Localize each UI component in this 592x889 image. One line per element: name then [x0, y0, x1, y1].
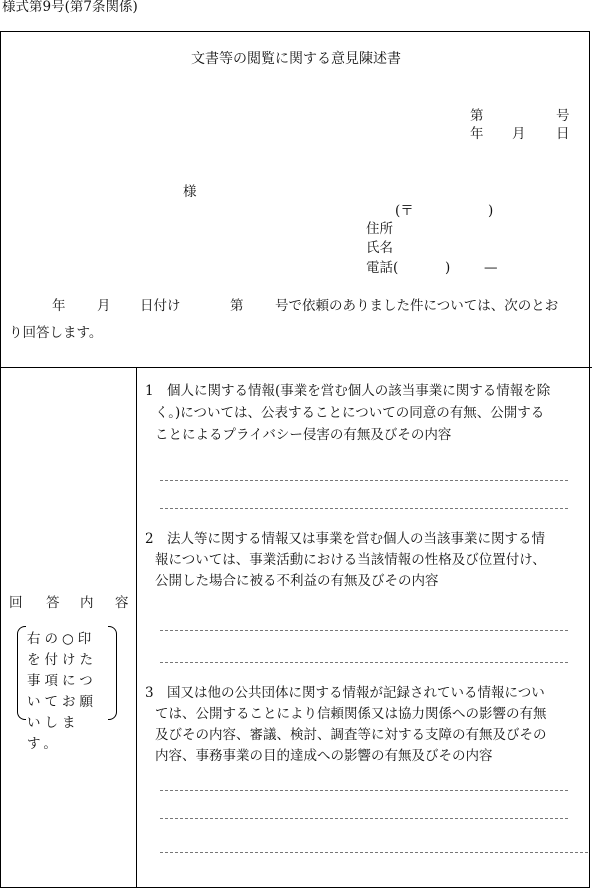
item-3-answer-line-3[interactable]: [160, 852, 588, 853]
item-3-answer-line-1[interactable]: [160, 790, 568, 791]
intro-nen: 年: [52, 298, 66, 314]
item-2-answer-line-1[interactable]: [160, 630, 568, 631]
intro-text-line2: り回答します。: [9, 325, 103, 341]
addressee-suffix: 様: [183, 184, 197, 200]
item-1-line-1: 個人に関する情報(事業を営む個人の該当事業に関する情報を除: [167, 383, 551, 399]
intro-text-line1: 号で依頼のありました件については、次のとお: [275, 298, 559, 314]
address-label: 住所: [366, 221, 393, 237]
item-2-line-2: 報については、事業活動における当該情報の性格及び位置付け、: [155, 552, 546, 568]
item-1-number: 1: [145, 383, 154, 399]
document-title: 文書等の閲覧に関する意見陳述書: [191, 51, 401, 67]
date-tsuki: 月: [512, 126, 526, 142]
intro-dai: 第: [230, 298, 244, 314]
intro-tsuki: 月: [97, 298, 111, 314]
form-number-label: 様式第9号(第7条関係): [2, 0, 138, 15]
item-2-line-3: 公開した場合に被る不利益の有無及びその内容: [155, 573, 439, 589]
postal-open: (〒: [395, 203, 414, 219]
item-2-number: 2: [145, 531, 154, 547]
intro-hizuke: 日付け: [140, 298, 181, 314]
phone-close: ): [445, 260, 451, 276]
instruction-note: 右の○印を付けた事項についてお願いします。: [27, 631, 97, 752]
item-1-line-3: ことによるプライバシー侵害の有無及びその内容: [155, 427, 452, 443]
phone-dash: —: [484, 260, 498, 276]
item-3-line-4: 内容、事務事業の目的達成への影響の有無及びその内容: [155, 748, 493, 764]
answer-label-char-4: 容: [115, 595, 129, 611]
answer-label-char-3: 内: [80, 595, 94, 611]
section-divider: [0, 367, 592, 368]
item-3-answer-line-2[interactable]: [160, 818, 568, 819]
item-1-line-2: く。)については、公表することについての同意の有無、公開する: [155, 405, 545, 421]
item-3-line-3: 及びその内容、審議、検討、調査等に対する支障の有無及びその: [155, 727, 547, 743]
number-go: 号: [556, 108, 570, 124]
item-1-answer-line-2[interactable]: [160, 508, 568, 509]
phone-label: 電話(: [366, 260, 399, 276]
item-3-line-1: 国又は他の公共団体に関する情報が記録されている情報につい: [167, 685, 545, 701]
item-3-line-2: ては、公開することにより信頼関係又は協力関係への影響の有無: [155, 706, 547, 722]
date-hi: 日: [556, 126, 570, 142]
postal-close: ): [488, 203, 494, 219]
item-2-line-1: 法人等に関する情報又は事業を営む個人の当該事業に関する情: [167, 531, 545, 547]
item-2-answer-line-2[interactable]: [160, 662, 568, 663]
item-3-number: 3: [145, 685, 154, 701]
answer-label-char-2: 答: [46, 595, 60, 611]
name-label: 氏名: [366, 240, 393, 256]
date-nen: 年: [470, 126, 484, 142]
number-dai: 第: [470, 108, 484, 124]
column-divider: [136, 367, 137, 888]
item-1-answer-line-1[interactable]: [160, 480, 568, 481]
answer-label-char-1: 回: [9, 595, 23, 611]
